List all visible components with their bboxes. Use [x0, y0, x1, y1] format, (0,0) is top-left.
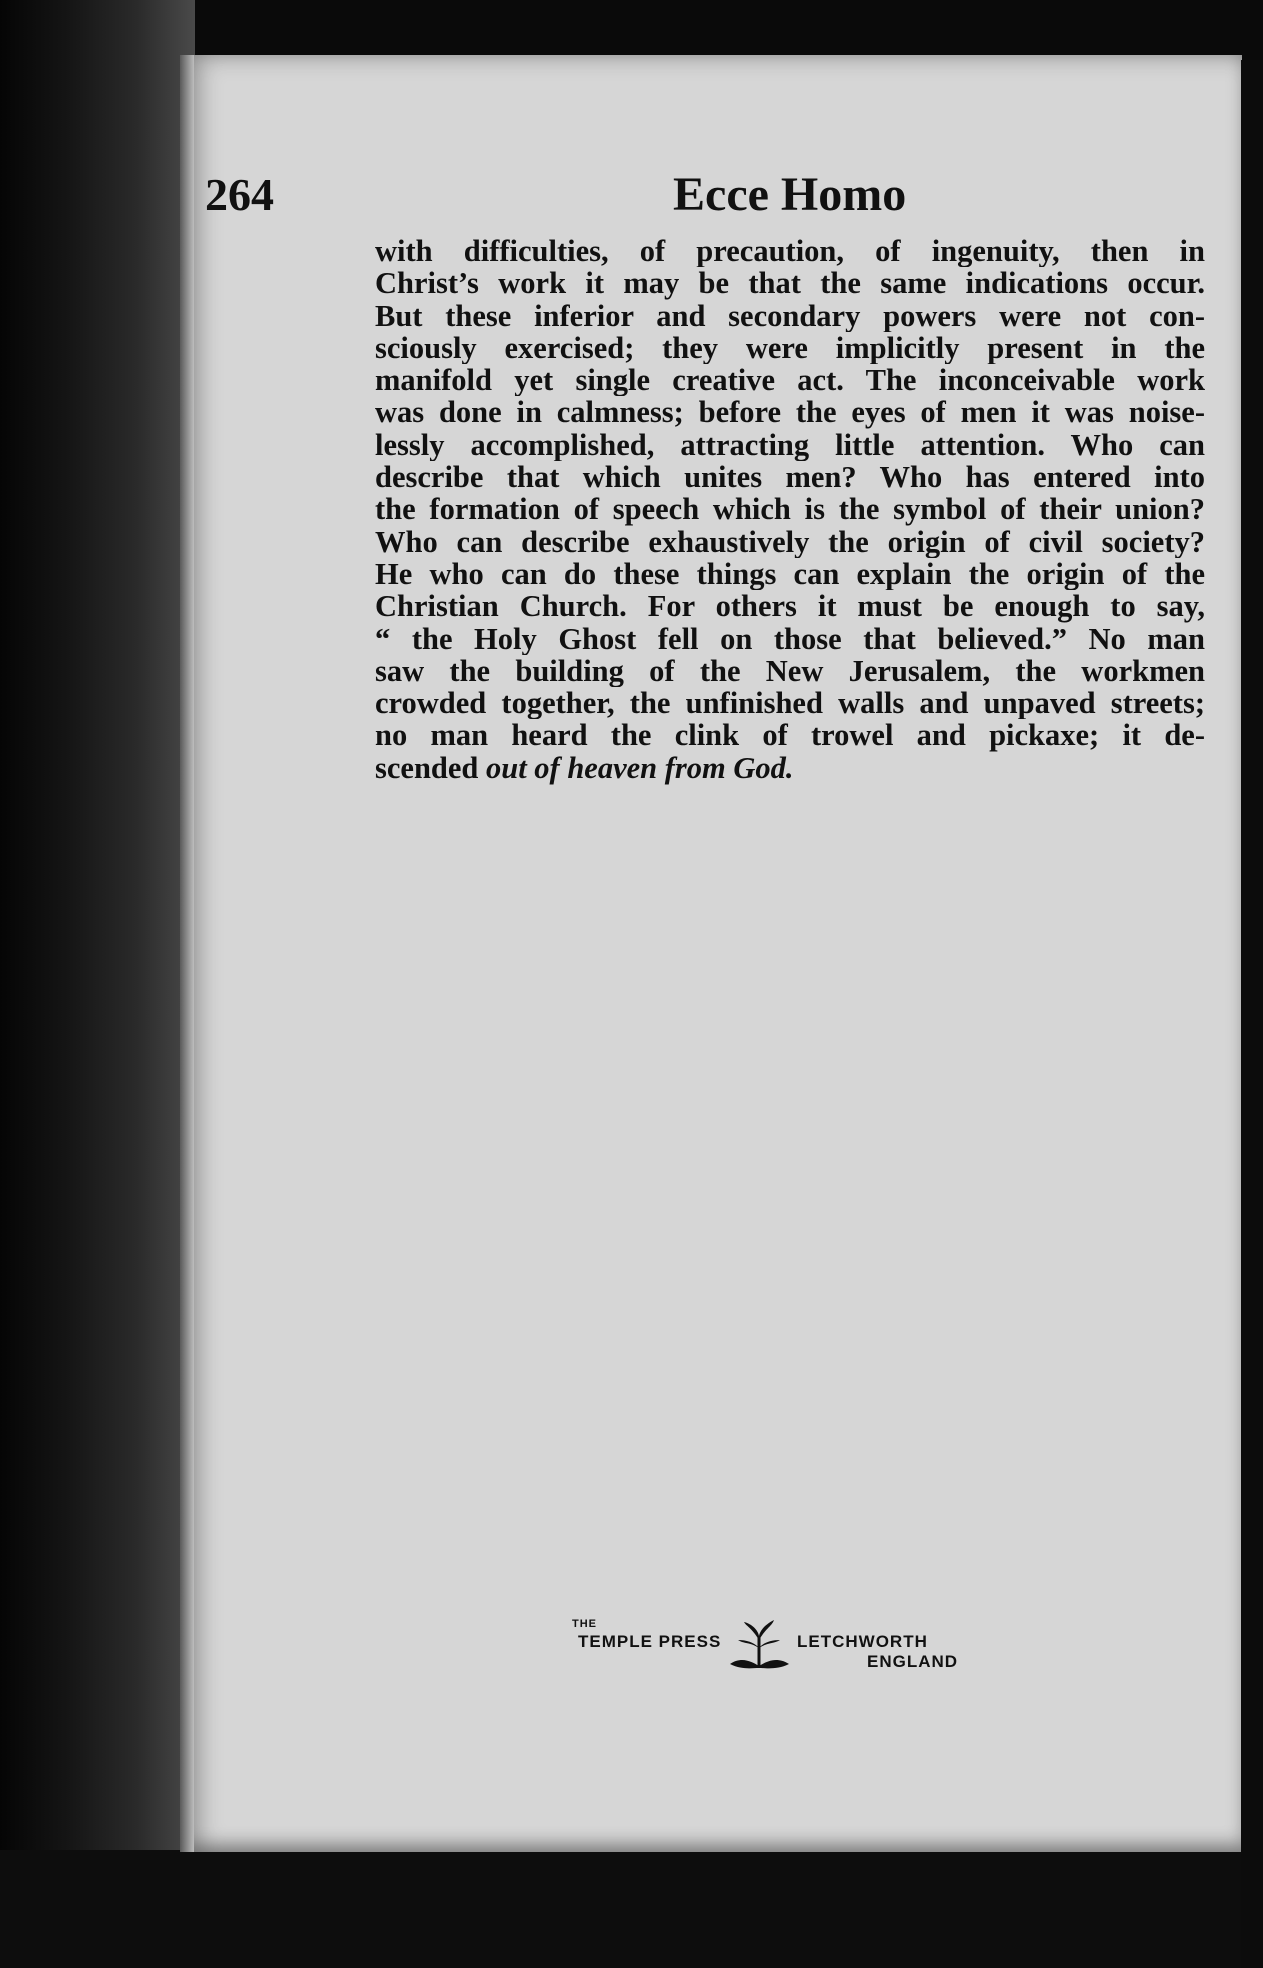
text-line: crowded together, the unfinished walls and unpaved streets;	[375, 687, 1205, 720]
text-line: was done in calmness; before the eyes of men it was noise-	[375, 396, 1205, 429]
page-number: 264	[205, 169, 274, 220]
right-dark-margin	[1241, 60, 1263, 1968]
imprint-letchworth: LETCHWORTH	[797, 1632, 928, 1651]
final-text-line	[375, 752, 1205, 784]
text-line: with difficulties, of precaution, of ingenuity, then in	[375, 235, 1205, 268]
printer-imprint	[572, 1618, 992, 1688]
text-line: “ the Holy Ghost fell on those that believed.” No man	[375, 622, 1205, 655]
text-line: no man heard the clink of trowel and pickaxe; it de-	[375, 719, 1205, 752]
text-line: Christ’s work it may be that the same indications occur.	[375, 267, 1205, 300]
text-line: manifold yet single creative act. The inconceivable work	[375, 364, 1205, 397]
imprint-the: THE	[572, 1618, 597, 1630]
final-line-text: scended	[375, 750, 486, 785]
final-line-italic-text: out of heaven from God.	[486, 750, 794, 785]
page-header	[205, 165, 1205, 225]
imprint-temple-press: TEMPLE PRESS	[578, 1632, 722, 1651]
text-line: But these inferior and secondary powers were not con-	[375, 299, 1205, 332]
running-title: Ecce Homo	[673, 168, 907, 221]
text-line: Christian Church. For others it must be enough to say,	[375, 590, 1205, 623]
imprint-england: ENGLAND	[867, 1652, 959, 1671]
body-paragraph	[375, 235, 1205, 784]
text-line: He who can do these things can explain the origin of the	[375, 557, 1205, 591]
book-binding-shadow	[0, 0, 195, 1968]
text-line: saw the building of the New Jerusalem, the workmen	[375, 654, 1205, 688]
text-line: lessly accomplished, attracting little attention. Who can	[375, 428, 1205, 462]
press-emblem-icon	[722, 1618, 797, 1673]
bottom-dark-margin	[0, 1850, 1263, 1968]
text-line: Who can describe exhaustively the origin of civil society?	[375, 525, 1205, 558]
text-line: the formation of speech which is the symbol of their union?	[375, 493, 1205, 526]
page-gutter-shadow	[180, 55, 194, 1852]
text-line: sciously exercised; they were implicitly present in the	[375, 331, 1205, 365]
text-line: describe that which unites men? Who has entered into	[375, 461, 1205, 494]
